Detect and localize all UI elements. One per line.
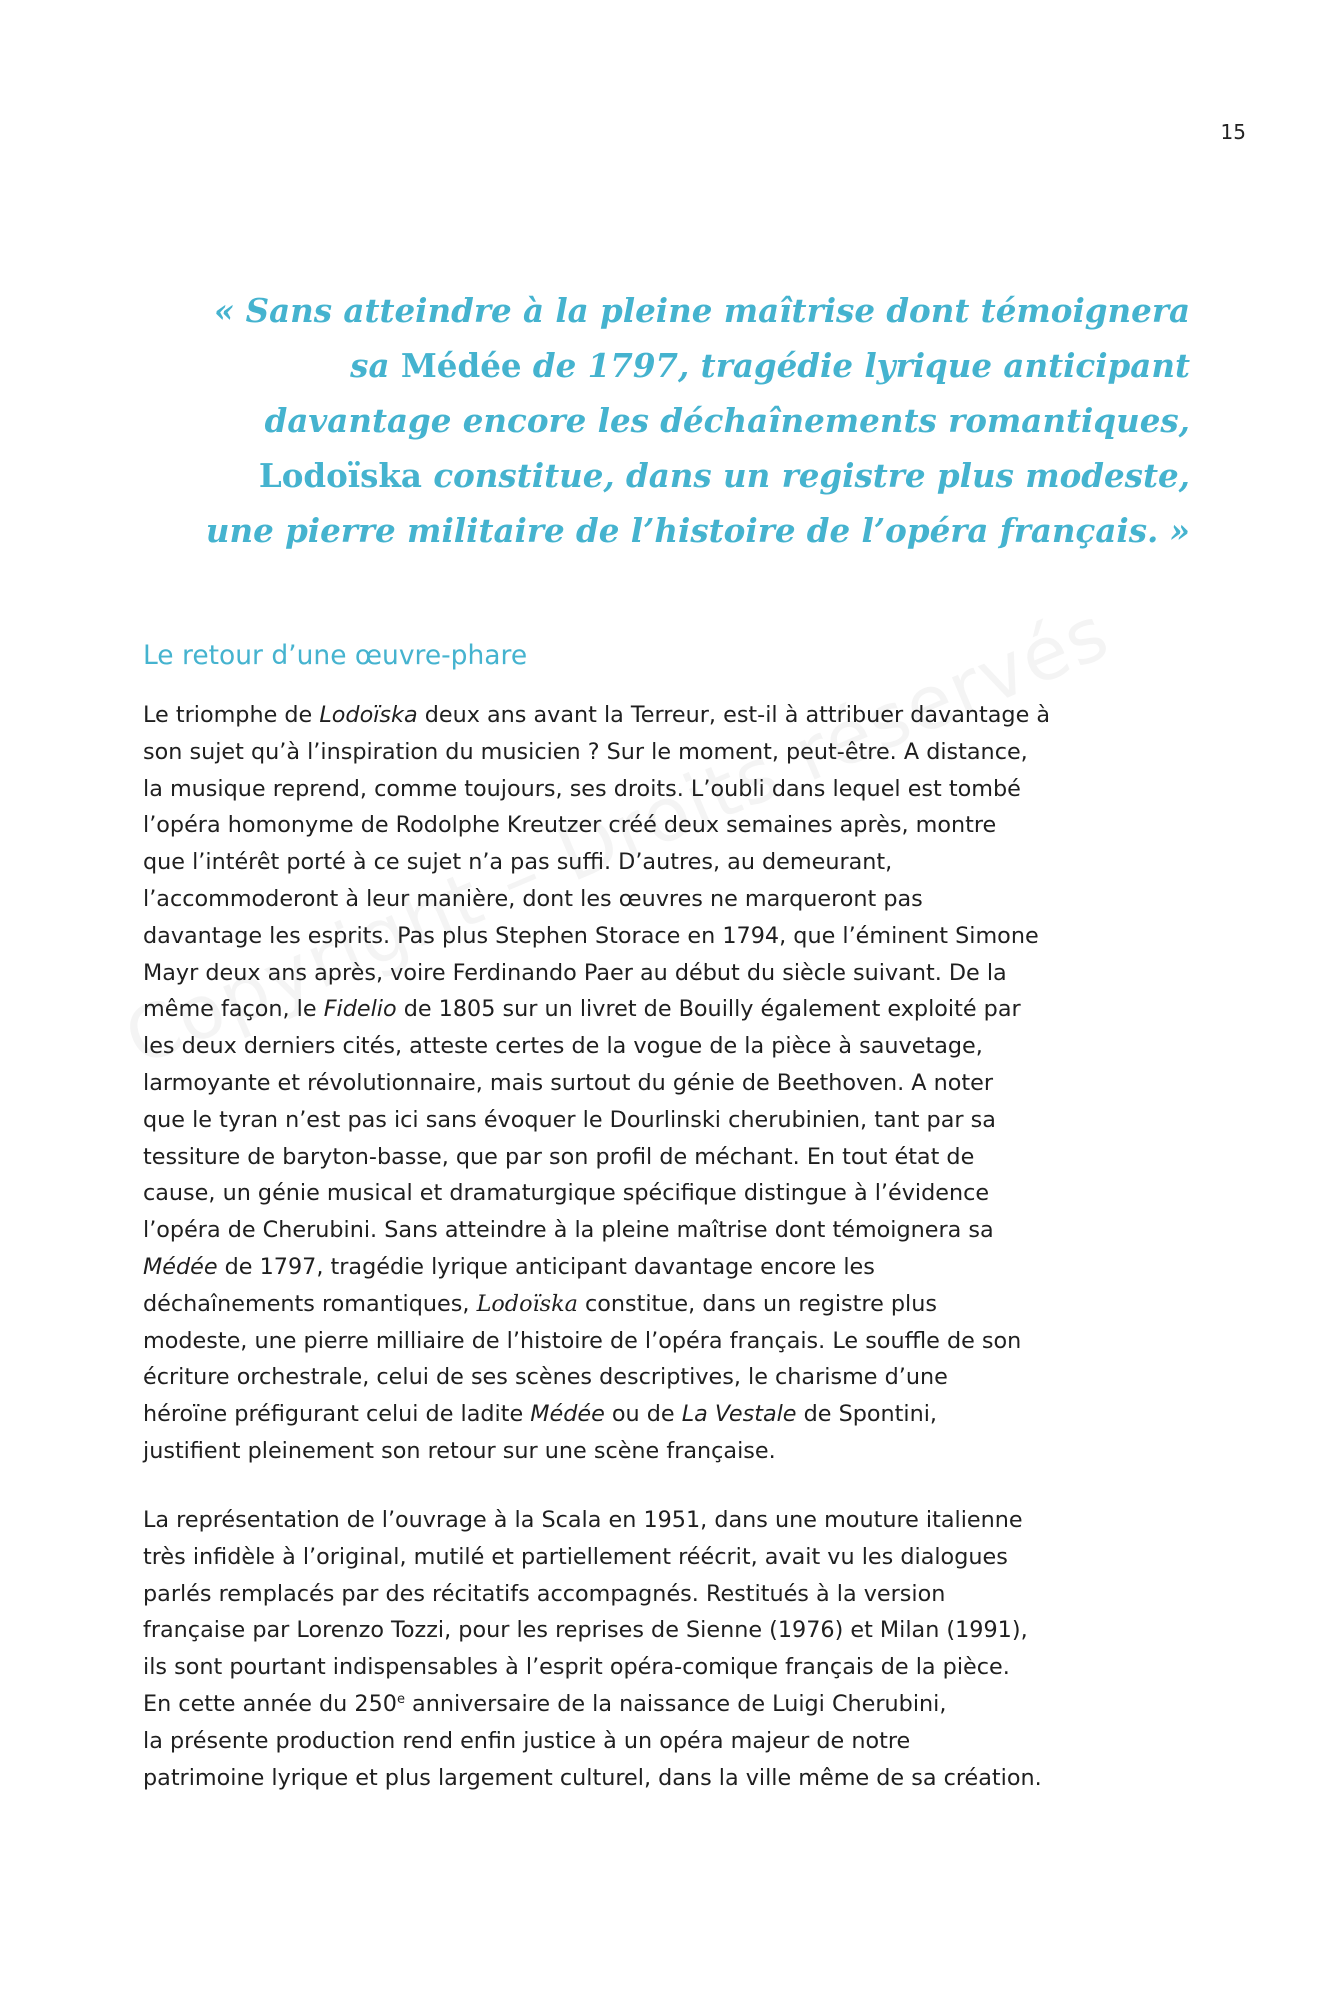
text-line: même façon, le Fidelio de 1805 sur un livret de Bouilly également exploité par	[143, 996, 1021, 1023]
opera-title: Médée	[400, 346, 522, 385]
text-line: héroïne préfigurant celui de ladite Médée ou de La Vestale de Spontini,	[143, 1401, 938, 1428]
text-line: que l’intérêt porté à ce sujet n’a pas suffi. D’autres, au demeurant,	[143, 849, 893, 876]
pull-quote-line: sa Médée de 1797, tragédie lyrique anticipant	[350, 346, 1190, 385]
body-paragraph	[143, 697, 1223, 1470]
text-line: tessiture de baryton-basse, que par son profil de méchant. En tout état de	[143, 1143, 975, 1170]
text-line: l’accommoderont à leur manière, dont les œuvres ne marqueront pas	[143, 885, 923, 912]
text-line: l’opéra de Cherubini. Sans atteindre à la pleine maîtrise dont témoignera sa	[143, 1217, 994, 1244]
text-line: Médée de 1797, tragédie lyrique anticipant davantage encore les	[143, 1253, 875, 1280]
text-line: En cette année du 250e anniversaire de la naissance de Luigi Cherubini,	[143, 1690, 947, 1717]
text-line: son sujet qu’à l’inspiration du musicien ? Sur le moment, peut-être. A distance,	[143, 738, 1028, 765]
text-line: la musique reprend, comme toujours, ses droits. L’oubli dans lequel est tombé	[143, 775, 1021, 802]
pull-quote-line: Lodoïska constitue, dans un registre plus modeste,	[258, 456, 1190, 495]
page-number: 15	[1220, 120, 1246, 144]
body-paragraph	[143, 1502, 1223, 1796]
text-line: française par Lorenzo Tozzi, pour les reprises de Sienne (1976) et Milan (1991),	[143, 1617, 1028, 1644]
text-line: que le tyran n’est pas ici sans évoquer le Dourlinski cherubinien, tant par sa	[143, 1106, 996, 1133]
text-line: davantage les esprits. Pas plus Stephen Storace en 1794, que l’éminent Simone	[143, 922, 1039, 949]
text-line: Le triomphe de Lodoïska deux ans avant la Terreur, est-il à attribuer davantage à	[143, 702, 1051, 728]
text-line: parlés remplacés par des récitatifs accompagnés. Restitués à la version	[143, 1580, 946, 1607]
text-line: larmoyante et révolutionnaire, mais surtout du génie de Beethoven. A noter	[143, 1069, 993, 1096]
pull-quote	[200, 283, 1190, 558]
text-line: modeste, une pierre milliaire de l’histoire de l’opéra français. Le souffle de son	[143, 1327, 1022, 1354]
pull-quote-line: une pierre militaire de l’histoire de l’opéra français. »	[205, 511, 1190, 550]
pull-quote-line: « Sans atteindre à la pleine maîtrise dont témoignera	[213, 291, 1190, 330]
text-line: la présente production rend enfin justice à un opéra majeur de notre	[143, 1727, 911, 1754]
text-line: l’opéra homonyme de Rodolphe Kreutzer créé deux semaines après, montre	[143, 812, 997, 839]
text-line: déchaînements romantiques, Lodoïska constitue, dans un registre plus	[143, 1290, 937, 1317]
text-line: écriture orchestrale, celui de ses scènes descriptives, le charisme d’une	[143, 1364, 948, 1391]
text-line: Mayr deux ans après, voire Ferdinando Paer au début du siècle suivant. De la	[143, 959, 1007, 986]
text-line: patrimoine lyrique et plus largement culturel, dans la ville même de sa création.	[143, 1764, 1042, 1791]
text-line: justifient pleinement son retour sur une scène française.	[143, 1437, 776, 1464]
text-line: très infidèle à l’original, mutilé et partiellement réécrit, avait vu les dialogues	[143, 1543, 1008, 1570]
section-title: Le retour d’une œuvre-phare	[143, 640, 528, 671]
text-line: La représentation de l’ouvrage à la Scala en 1951, dans une mouture italienne	[143, 1507, 1023, 1533]
text-line: les deux derniers cités, atteste certes de la vogue de la pièce à sauvetage,	[143, 1033, 983, 1060]
pull-quote-line: davantage encore les déchaînements romantiques,	[264, 401, 1190, 440]
opera-title: Lodoïska	[258, 456, 422, 495]
text-line: cause, un génie musical et dramaturgique spécifique distingue à l’évidence	[143, 1180, 990, 1207]
text-line: ils sont pourtant indispensables à l’esprit opéra-comique français de la pièce.	[143, 1654, 1010, 1681]
